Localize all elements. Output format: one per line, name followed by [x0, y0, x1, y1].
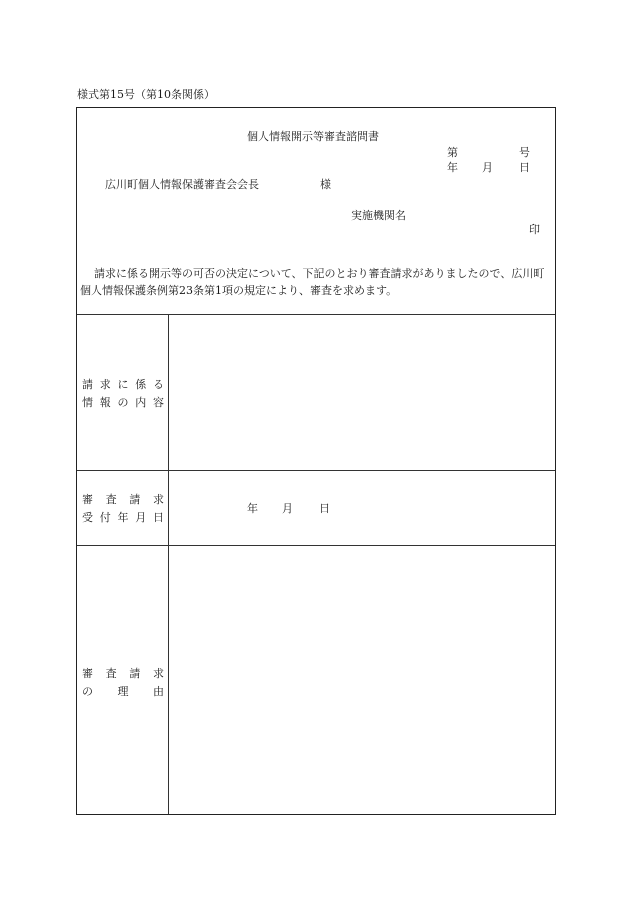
- label-char: 年: [117, 511, 129, 524]
- label-char: 査: [105, 667, 117, 680]
- label-char: 理: [117, 685, 129, 698]
- label-char: の: [82, 685, 93, 698]
- label-char: 付: [99, 511, 111, 524]
- label-char: の: [117, 396, 129, 409]
- receipt-date-month: 月: [282, 502, 293, 515]
- label-char: 審: [82, 493, 93, 506]
- label-line: [82, 394, 164, 412]
- row-divider-1: [77, 470, 555, 471]
- label-char: 内: [135, 396, 147, 409]
- requested-information-field[interactable]: [169, 315, 555, 470]
- label-line: [82, 491, 164, 509]
- label-char: 報: [99, 396, 111, 409]
- inquiry-form: [76, 107, 556, 815]
- addressee-honorific: 様: [320, 178, 331, 191]
- label-line: [82, 665, 164, 683]
- label-line: [82, 376, 164, 394]
- row-label-requested-information: [82, 376, 164, 412]
- label-char: 求: [152, 493, 164, 506]
- label-char: 請: [129, 667, 141, 680]
- seal-mark: 印: [529, 223, 540, 236]
- agency-name-label: 実施機関名: [351, 209, 406, 222]
- row-label-receipt-date: [82, 491, 164, 527]
- label-line: [82, 509, 164, 527]
- issue-date-year: 年: [447, 161, 458, 174]
- document-number-prefix: 第: [447, 146, 458, 159]
- label-char: 情: [82, 396, 93, 409]
- receipt-date-year: 年: [247, 502, 258, 515]
- form-number: 様式第15号（第10条関係）: [77, 88, 215, 101]
- label-char: 由: [153, 685, 164, 698]
- issue-date-month: 月: [482, 161, 493, 174]
- addressee: 広川町個人情報保護審査会会長: [105, 178, 259, 191]
- appeal-reason-field[interactable]: [169, 546, 555, 812]
- label-char: 容: [153, 396, 164, 409]
- label-char: る: [153, 378, 164, 391]
- label-char: 求: [152, 667, 164, 680]
- label-char: 請: [129, 493, 141, 506]
- document-number-suffix: 号: [519, 146, 530, 159]
- label-char: 月: [135, 511, 147, 524]
- label-char: 日: [153, 511, 164, 524]
- label-char: 請: [82, 378, 93, 391]
- label-char: に: [117, 378, 129, 391]
- receipt-date-day: 日: [319, 502, 330, 515]
- label-char: 係: [135, 378, 147, 391]
- request-statement: 請求に係る開示等の可否の決定について、下記のとおり審査請求がありましたので、広川町個人情報保護条例第23条第1項の規定により、審査を求めます。: [80, 267, 545, 297]
- document-title: 個人情報開示等審査諮問書: [247, 130, 379, 143]
- label-char: 査: [105, 493, 117, 506]
- label-line: [82, 683, 164, 701]
- label-char: 審: [82, 667, 93, 680]
- row-label-appeal-reason: [82, 665, 164, 701]
- label-char: 受: [82, 511, 93, 524]
- issue-date-day: 日: [519, 161, 530, 174]
- label-char: 求: [99, 378, 111, 391]
